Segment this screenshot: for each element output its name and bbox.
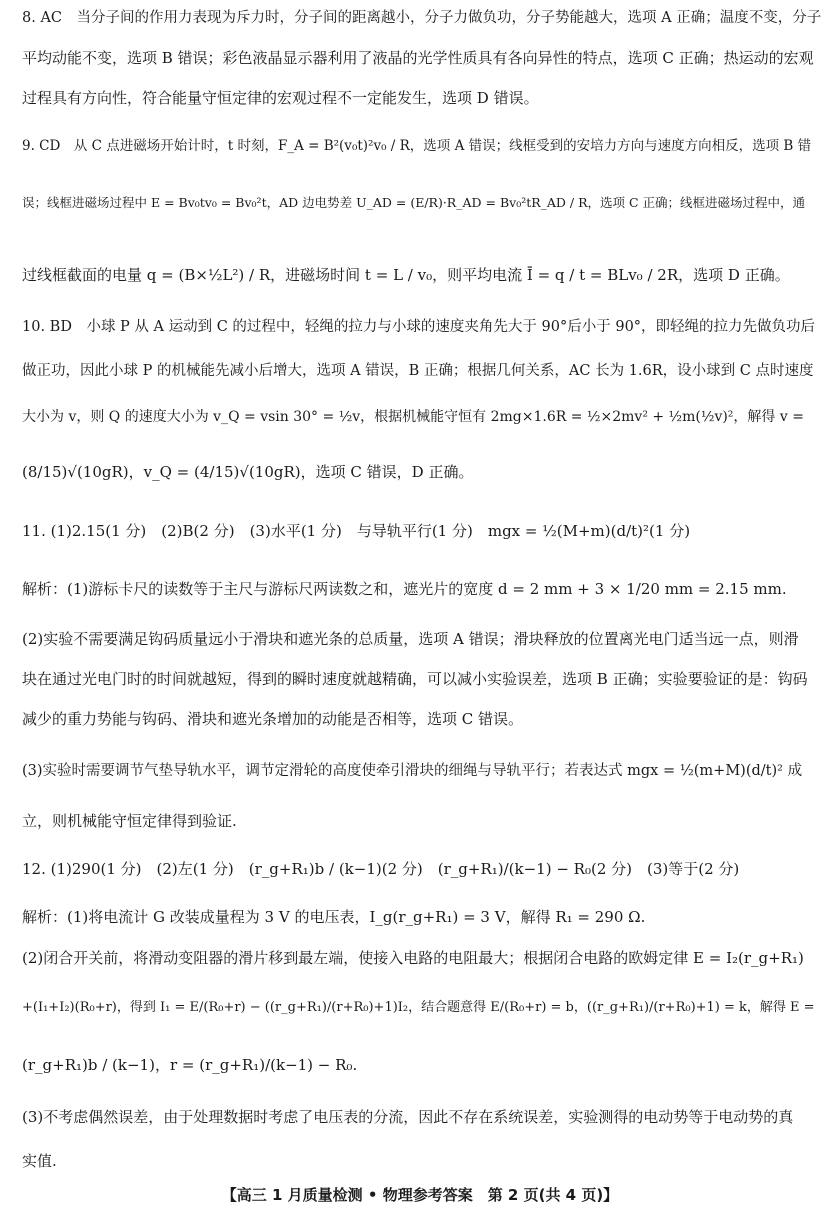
q10-line-1: 10. BD 小球 P 从 A 运动到 C 的过程中，轻绳的拉力与小球的速度夹角先大于 90°后小于 90°，即轻绳的拉力先做负功后	[22, 319, 816, 335]
q12-analysis-1: 解析：(1)将电流计 G 改装成量程为 3 V 的电压表，I_g(r_g+R₁) = 3 V，解得 R₁ = 290 Ω.	[22, 908, 646, 926]
q12-answer-line: 12. (1)290(1 分) (2)左(1 分) (r_g+R₁)b / (k−1)(2 分) (r_g+R₁)/(k−1) − R₀(2 分) (3)等于(2 分)	[22, 860, 740, 878]
q11-analysis-1: 解析：(1)游标卡尺的读数等于主尺与游标尺两读数之和，遮光片的宽度 d = 2 mm + 3 × 1/20 mm = 2.15 mm.	[22, 580, 787, 598]
q9-line-1: 9. CD 从 C 点进磁场开始计时，t 时刻，F_A = B²(v₀t)²v₀ / R，选项 A 错误；线框受到的安培力方向与速度方向相反，选项 B 错	[22, 138, 812, 154]
q12-analysis-2: (2)闭合开关前，将滑动变阻器的滑片移到最左端，使接入电路的电阻最大；根据闭合电路的欧姆定律 E = I₂(r_g+R₁)	[22, 949, 804, 967]
q11-analysis-4: 减少的重力势能与钩码、滑块和遮光条增加的动能是否相等，选项 C 错误。	[22, 710, 524, 728]
q11-answer-line: 11. (1)2.15(1 分) (2)B(2 分) (3)水平(1 分) 与导轨平行(1 分) mgx = ½(M+m)(d/t)²(1 分)	[22, 522, 691, 540]
page-footer: 【高三 1 月质量检测 • 物理参考答案 第 2 页(共 4 页)】	[221, 1186, 619, 1204]
q8-line-1: 8. AC 当分子间的作用力表现为斥力时，分子间的距离越小，分子力做负功，分子势能越大，选项 A 正确；温度不变，分子	[22, 10, 822, 26]
q10-line-4: (8/15)√(10gR)，v_Q = (4/15)√(10gR)，选项 C 错误，D 正确。	[22, 463, 474, 481]
q12-analysis-4: (r_g+R₁)b / (k−1)，r = (r_g+R₁)/(k−1) − R₀.	[22, 1056, 358, 1074]
q9-line-2: 误；线框进磁场过程中 E = Bv₀tv₀ = Bv₀²t，AD 边电势差 U_AD = (E/R)·R_AD = Bv₀²tR_AD / R，选项 C 正确；线框进磁场过程中，通	[22, 195, 806, 210]
q9-line-3: 过线框截面的电量 q = (B×½L²) / R，进磁场时间 t = L / v₀，则平均电流 Ī = q / t = BLv₀ / 2R，选项 D 正确。	[22, 266, 790, 284]
q10-line-2: 做正功，因此小球 P 的机械能先减小后增大，选项 A 错误，B 正确；根据几何关系，AC 长为 1.6R，设小球到 C 点时速度	[22, 363, 814, 379]
q11-analysis-2: (2)实验不需要满足钩码质量远小于滑块和遮光条的总质量，选项 A 错误；滑块释放的位置离光电门适当远一点，则滑	[22, 630, 799, 648]
q8-line-3: 过程具有方向性，符合能量守恒定律的宏观过程不一定能发生，选项 D 错误。	[22, 89, 539, 107]
q8-line-2: 平均动能不变，选项 B 错误；彩色液晶显示器利用了液晶的光学性质具有各向异性的特点，选项 C 正确；热运动的宏观	[22, 49, 814, 67]
q12-analysis-6: 实值.	[22, 1152, 57, 1170]
q11-analysis-5: (3)实验时需要调节气垫导轨水平，调节定滑轮的高度使牵引滑块的细绳与导轨平行；若表达式 mgx = ½(m+M)(d/t)² 成	[22, 763, 803, 779]
q10-line-3: 大小为 v，则 Q 的速度大小为 v_Q = vsin 30° = ½v，根据机械能守恒有 2mg×1.6R = ½×2mv² + ½m(½v)²，解得 v =	[22, 409, 804, 425]
q12-analysis-5: (3)不考虑偶然误差，由于处理数据时考虑了电压表的分流，因此不存在系统误差，实验测得的电动势等于电动势的真	[22, 1108, 794, 1126]
q11-analysis-6: 立，则机械能守恒定律得到验证.	[22, 812, 237, 830]
q11-analysis-3: 块在通过光电门时的时间就越短，得到的瞬时速度就越精确，可以减小实验误差，选项 B 正确；实验要验证的是：钩码	[22, 670, 808, 688]
q12-analysis-3: +(I₁+I₂)(R₀+r)，得到 I₁ = E/(R₀+r) − ((r_g+R₁)/(r+R₀)+1)I₂，结合题意得 E/(R₀+r) = b，((r_g+R₁)/(r+R₀)+1) = k，解得 E =	[22, 1000, 815, 1015]
